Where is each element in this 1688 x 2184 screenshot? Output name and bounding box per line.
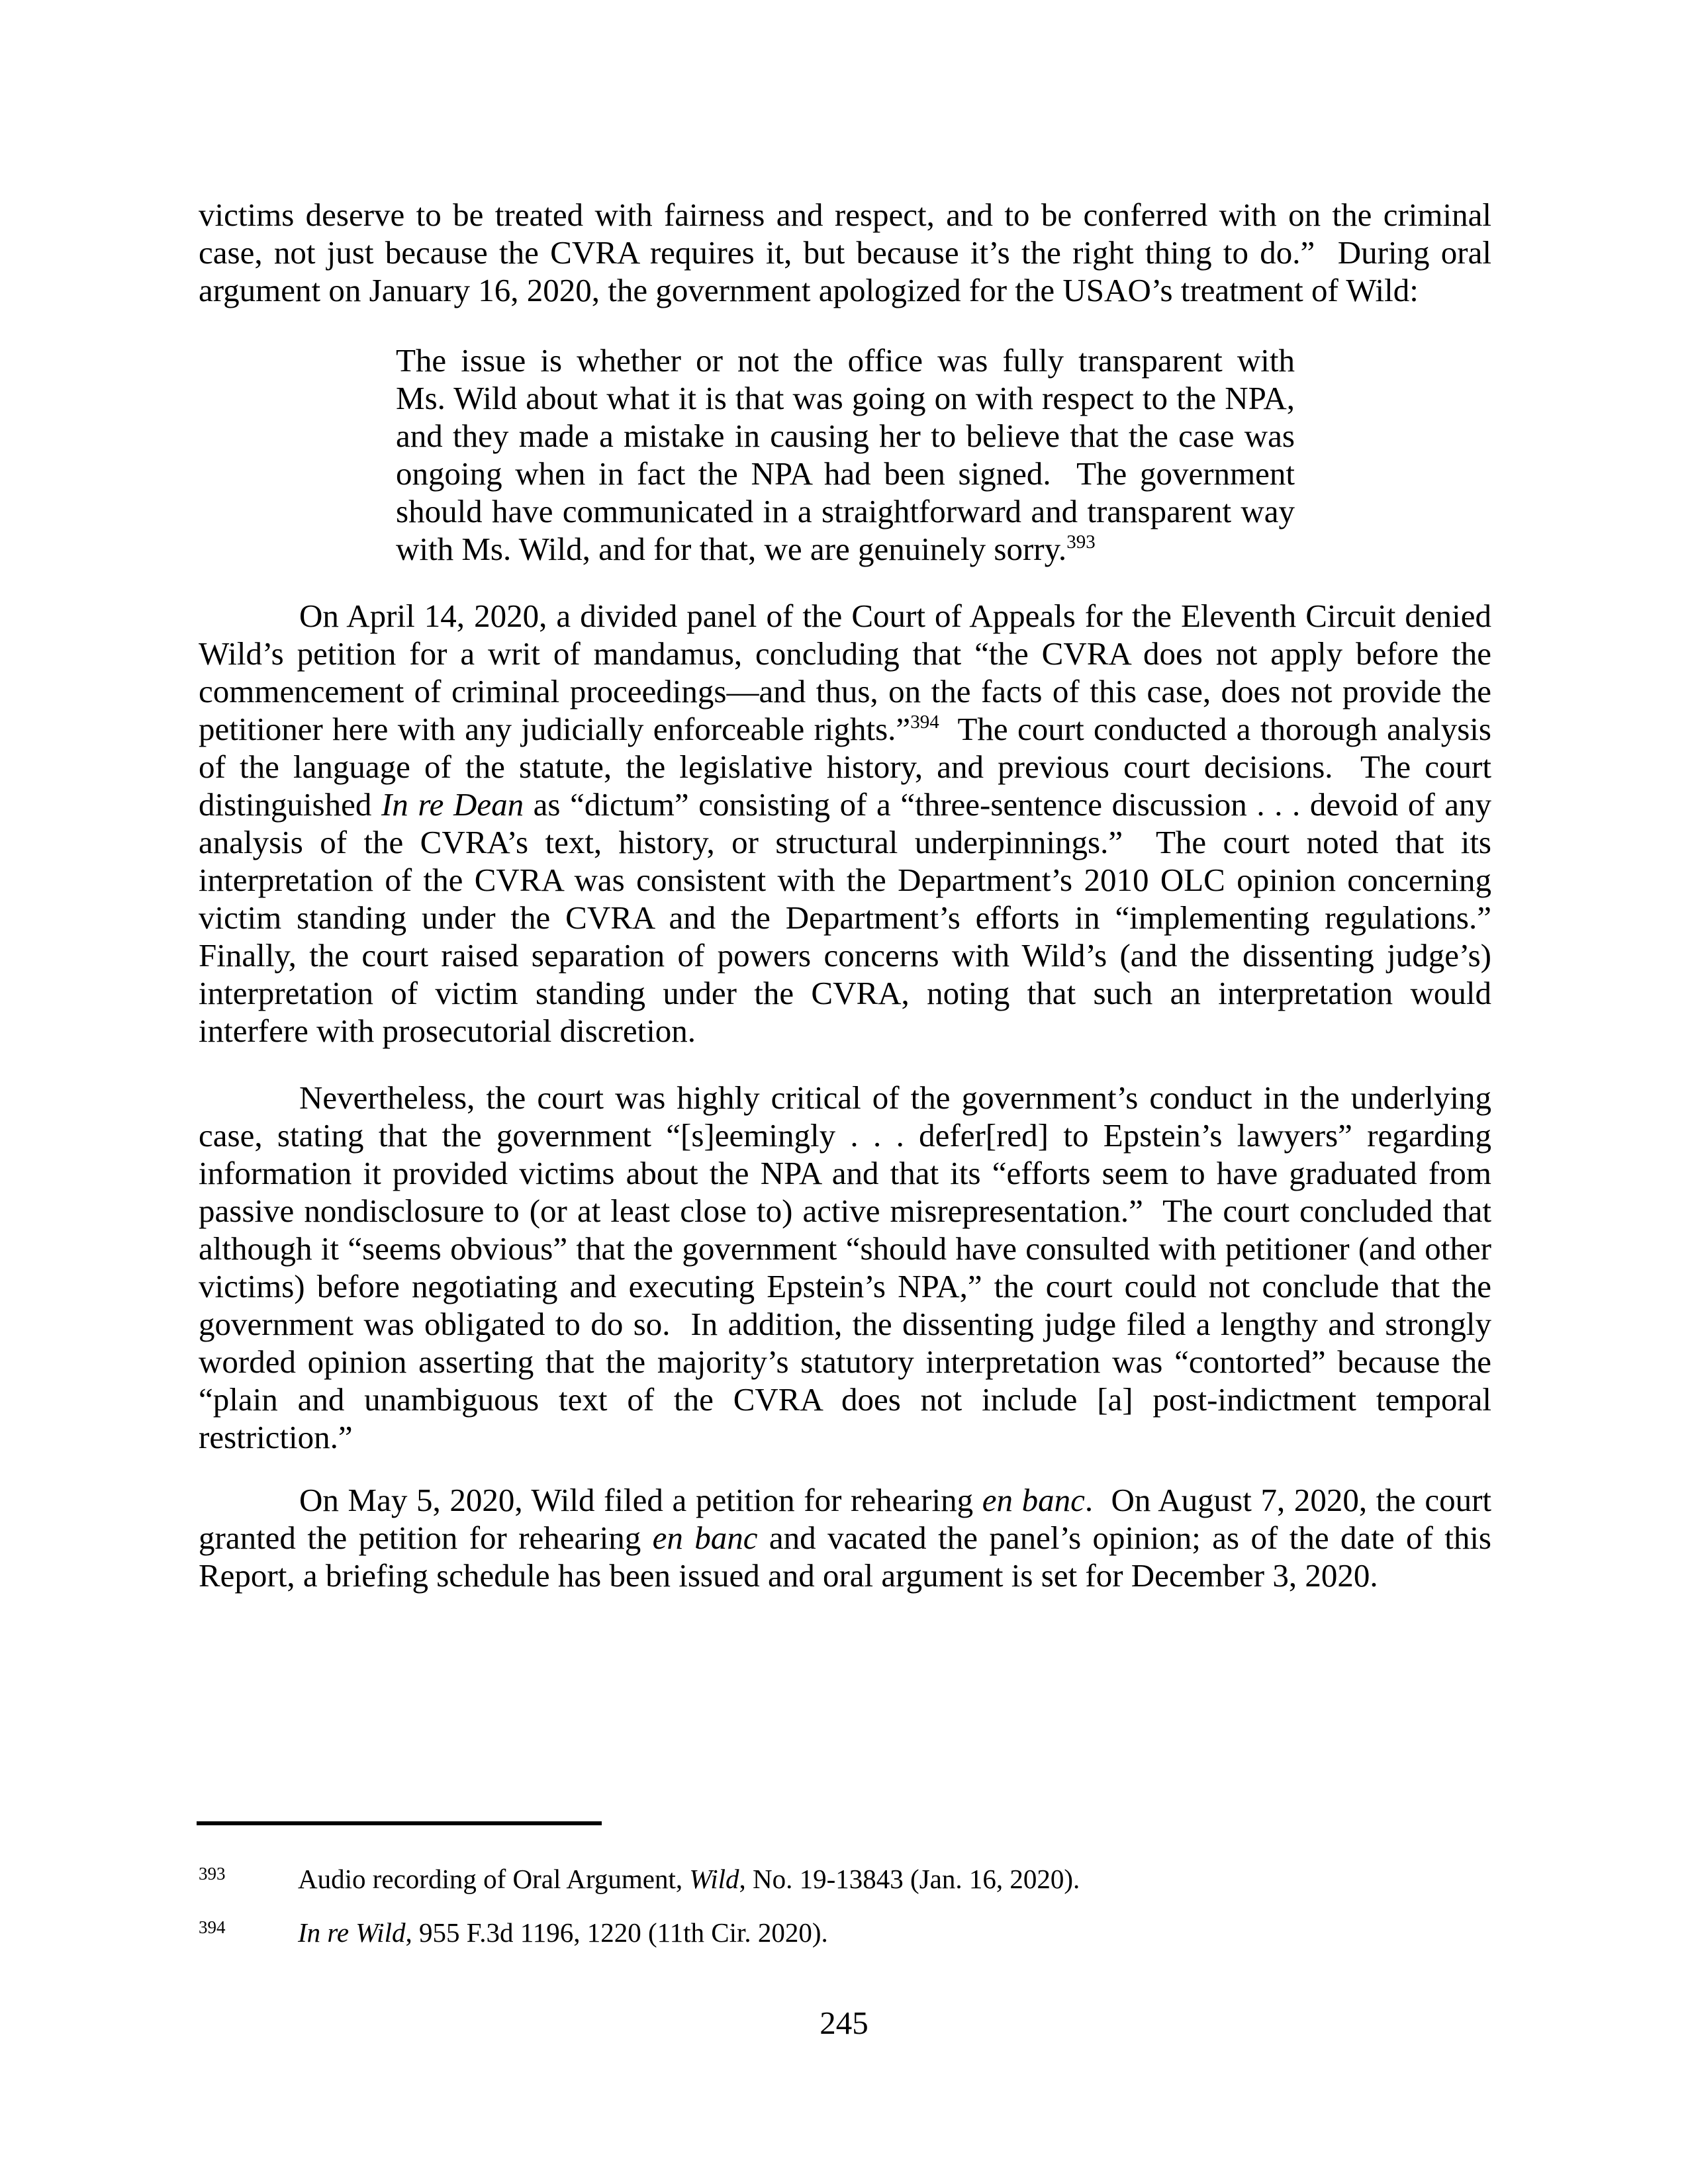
text-line: argument on January 16, 2020, the government apologized for the USAO’s treatment of Wild: [199,272,1419,308]
footnote-text: In re Wild, 955 F.3d 1196, 1220 (11th Cir. 2020). [298,1917,828,1948]
text-line: petitioner here with any judicially enforceable rights.”$^{394}$ The court conducted a thorough analysis [199,711,1491,747]
text-line: Nevertheless, the court was highly critical of the government’s conduct in the underlying [299,1079,1491,1116]
text-line: ongoing when in fact the NPA had been signed. The government [396,455,1295,492]
text-line: commencement of criminal proceedings—and thus, on the facts of this case, does not provide the [199,673,1491,709]
text-line: victims) before negotiating and executing Epstein’s NPA,” the court could not conclude that the [199,1268,1491,1304]
text-line: distinguished In re Dean as “dictum” consisting of a “three-sentence discussion . . . devoid of any [199,786,1492,823]
text-line: Report, a briefing schedule has been issued and oral argument is set for December 3, 2020. [199,1557,1378,1594]
text-line: “plain and unambiguous text of the CVRA does not include [a] post-indictment temporal [199,1381,1491,1418]
footnote-text: Audio recording of Oral Argument, Wild, No. 19-13843 (Jan. 16, 2020). [298,1864,1080,1894]
text-line: Wild’s petition for a writ of mandamus, concluding that “the CVRA does not apply before the [199,635,1491,672]
text-line: On May 5, 2020, Wild filed a petition for rehearing en banc. On August 7, 2020, the court [299,1482,1491,1518]
text-line: analysis of the CVRA’s text, history, or structural underpinnings.” The court noted that its [199,824,1491,860]
text-line: information it provided victims about the NPA and that its “efforts seem to have graduated from [199,1155,1491,1191]
text-line: of the language of the statute, the legislative history, and previous court decisions. The court [199,749,1491,785]
paragraph [199,1079,1491,1456]
text-line: interfere with prosecutorial discretion. [199,1013,696,1049]
footnote-394 [199,1911,1489,1949]
footnote-number: 393 [199,1864,226,1884]
page-number: 245 [820,2005,868,2041]
text-line: victims deserve to be treated with fairness and respect, and to be conferred with on the criminal [199,197,1491,233]
text-line: The issue is whether or not the office was fully transparent with [396,342,1295,379]
paragraph-continuation [199,196,1491,309]
text-line: and they made a mistake in causing her to believe that the case was [396,418,1295,454]
text-line: case, not just because the CVRA requires it, but because it’s the right thing to do.” During oral [199,234,1491,271]
footnote-393 [199,1857,1489,1895]
text-line: should have communicated in a straightforward and transparent way [396,493,1295,529]
text-line: although it “seems obvious” that the government “should have consulted with petitioner (and other [199,1230,1491,1267]
text-line: victim standing under the CVRA and the Department’s efforts in “implementing regulations.” [199,899,1491,936]
text-line: case, stating that the government “[s]eemingly . . . defer[red] to Epstein’s lawyers” regarding [199,1117,1491,1154]
text-line: Finally, the court raised separation of powers concerns with Wild’s (and the dissenting judge’s) [199,937,1491,974]
text-line: restriction.” [199,1419,353,1455]
text-line: interpretation of the CVRA was consistent with the Department’s 2010 OLC opinion concerning [199,862,1491,898]
text-line: On April 14, 2020, a divided panel of the Court of Appeals for the Eleventh Circuit denied [299,598,1491,634]
paragraph [199,1481,1491,1594]
text-line: Ms. Wild about what it is that was going on with respect to the NPA, [396,380,1295,416]
text-line: passive nondisclosure to (or at least close to) active misrepresentation.” The court concluded that [199,1193,1491,1229]
text-line: government was obligated to do so. In addition, the dissenting judge filed a lengthy and strongly [199,1306,1491,1342]
footnote-separator [197,1821,602,1825]
paragraph [199,597,1491,1050]
text-line: interpretation of victim standing under the CVRA, noting that such an interpretation would [199,975,1491,1011]
text-line: granted the petition for rehearing en banc and vacated the panel’s opinion; as of the date of this [199,1520,1492,1556]
text-line: worded opinion asserting that the majority’s statutory interpretation was “contorted” because the [199,1343,1491,1380]
footnote-number: 394 [199,1917,226,1937]
text-line: with Ms. Wild, and for that, we are genuinely sorry.$^{393}$ [396,531,1096,567]
block-quote [396,341,1295,568]
